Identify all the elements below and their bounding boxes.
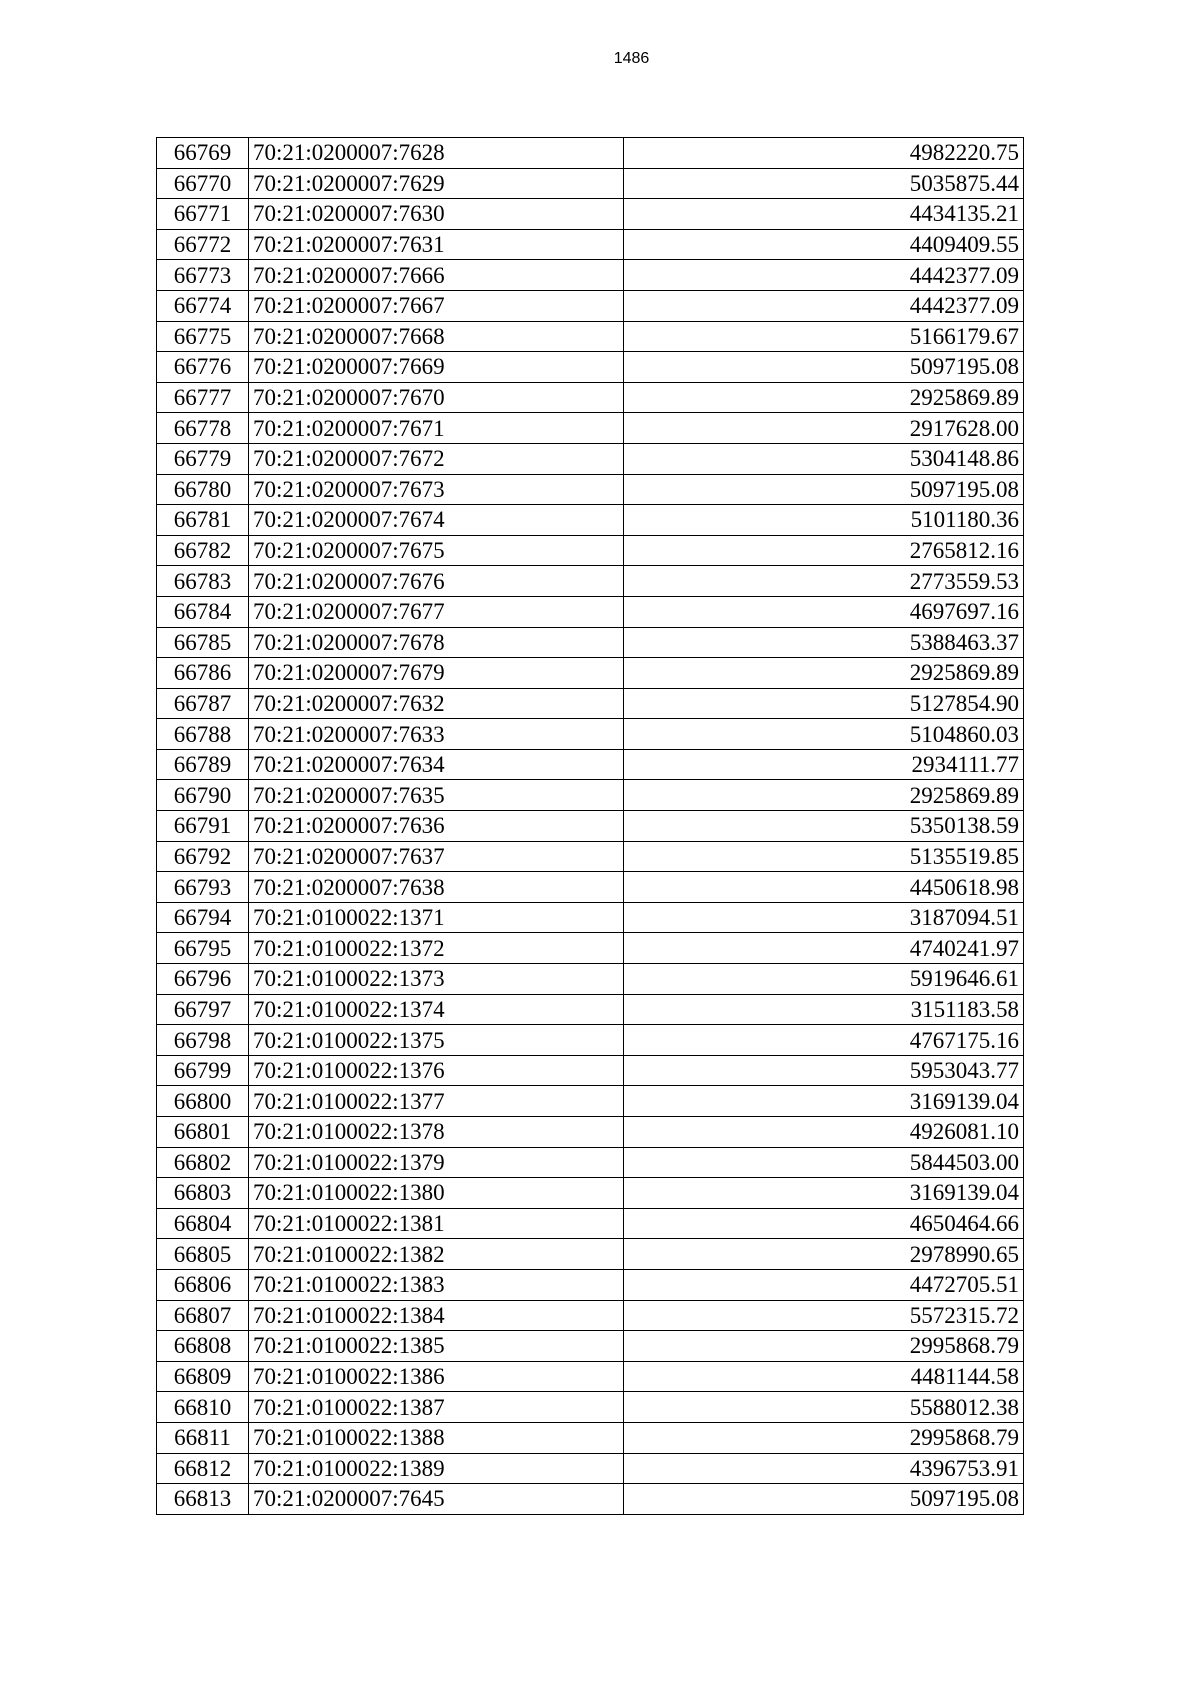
row-number-cell: 66804 bbox=[157, 1208, 249, 1239]
table-row bbox=[157, 1484, 1024, 1515]
row-number-cell: 66782 bbox=[157, 535, 249, 566]
cadastral-number-cell: 70:21:0200007:7635 bbox=[249, 780, 624, 811]
row-number-cell: 66811 bbox=[157, 1422, 249, 1453]
cadastral-value-cell: 4650464.66 bbox=[624, 1208, 1024, 1239]
cadastral-value-cell: 2917628.00 bbox=[624, 413, 1024, 444]
table-row bbox=[157, 596, 1024, 627]
table-row bbox=[157, 260, 1024, 291]
cadastral-value-cell: 4396753.91 bbox=[624, 1453, 1024, 1484]
cadastral-number-cell: 70:21:0200007:7632 bbox=[249, 688, 624, 719]
table-row bbox=[157, 933, 1024, 964]
table-row bbox=[157, 168, 1024, 199]
cadastral-number-cell: 70:21:0100022:1381 bbox=[249, 1208, 624, 1239]
cadastral-value-cell: 5919646.61 bbox=[624, 964, 1024, 995]
cadastral-value-cell: 4450618.98 bbox=[624, 872, 1024, 903]
row-number-cell: 66775 bbox=[157, 321, 249, 352]
row-number-cell: 66780 bbox=[157, 474, 249, 505]
table-row bbox=[157, 1422, 1024, 1453]
table-row bbox=[157, 994, 1024, 1025]
row-number-cell: 66800 bbox=[157, 1086, 249, 1117]
row-number-cell: 66799 bbox=[157, 1055, 249, 1086]
table-row bbox=[157, 1269, 1024, 1300]
cadastral-number-cell: 70:21:0200007:7637 bbox=[249, 841, 624, 872]
cadastral-number-cell: 70:21:0200007:7673 bbox=[249, 474, 624, 505]
row-number-cell: 66779 bbox=[157, 443, 249, 474]
cadastral-number-cell: 70:21:0100022:1380 bbox=[249, 1178, 624, 1209]
row-number-cell: 66793 bbox=[157, 872, 249, 903]
cadastral-value-cell: 5953043.77 bbox=[624, 1055, 1024, 1086]
row-number-cell: 66795 bbox=[157, 933, 249, 964]
row-number-cell: 66810 bbox=[157, 1392, 249, 1423]
table-row bbox=[157, 1055, 1024, 1086]
table-row bbox=[157, 1300, 1024, 1331]
cadastral-number-cell: 70:21:0100022:1373 bbox=[249, 964, 624, 995]
cadastral-value-cell: 4926081.10 bbox=[624, 1117, 1024, 1148]
row-number-cell: 66803 bbox=[157, 1178, 249, 1209]
table-row bbox=[157, 1239, 1024, 1270]
table-row bbox=[157, 443, 1024, 474]
cadastral-number-cell: 70:21:0200007:7645 bbox=[249, 1484, 624, 1515]
table-row bbox=[157, 321, 1024, 352]
cadastral-value-cell: 5388463.37 bbox=[624, 627, 1024, 658]
cadastral-number-cell: 70:21:0200007:7636 bbox=[249, 811, 624, 842]
cadastral-number-cell: 70:21:0100022:1379 bbox=[249, 1147, 624, 1178]
cadastral-number-cell: 70:21:0100022:1378 bbox=[249, 1117, 624, 1148]
cadastral-number-cell: 70:21:0200007:7667 bbox=[249, 290, 624, 321]
cadastral-value-cell: 2925869.89 bbox=[624, 658, 1024, 689]
cadastral-number-cell: 70:21:0100022:1385 bbox=[249, 1331, 624, 1362]
cadastral-value-cell: 2925869.89 bbox=[624, 382, 1024, 413]
row-number-cell: 66802 bbox=[157, 1147, 249, 1178]
cadastral-value-cell: 5588012.38 bbox=[624, 1392, 1024, 1423]
row-number-cell: 66812 bbox=[157, 1453, 249, 1484]
cadastral-value-cell: 5101180.36 bbox=[624, 505, 1024, 536]
table-row bbox=[157, 1453, 1024, 1484]
cadastral-value-cell: 5304148.86 bbox=[624, 443, 1024, 474]
cadastral-value-cell: 4409409.55 bbox=[624, 229, 1024, 260]
cadastral-number-cell: 70:21:0200007:7677 bbox=[249, 596, 624, 627]
row-number-cell: 66805 bbox=[157, 1239, 249, 1270]
cadastral-number-cell: 70:21:0100022:1377 bbox=[249, 1086, 624, 1117]
cadastral-value-cell: 5097195.08 bbox=[624, 1484, 1024, 1515]
cadastral-number-cell: 70:21:0200007:7675 bbox=[249, 535, 624, 566]
cadastral-number-cell: 70:21:0100022:1371 bbox=[249, 902, 624, 933]
cadastral-value-cell: 2934111.77 bbox=[624, 749, 1024, 780]
table-row bbox=[157, 290, 1024, 321]
row-number-cell: 66784 bbox=[157, 596, 249, 627]
cadastral-value-cell: 4697697.16 bbox=[624, 596, 1024, 627]
cadastral-number-cell: 70:21:0200007:7634 bbox=[249, 749, 624, 780]
table-row bbox=[157, 749, 1024, 780]
row-number-cell: 66792 bbox=[157, 841, 249, 872]
cadastral-value-table bbox=[156, 137, 1024, 1515]
cadastral-value-cell: 5844503.00 bbox=[624, 1147, 1024, 1178]
row-number-cell: 66776 bbox=[157, 352, 249, 383]
table-row bbox=[157, 1147, 1024, 1178]
row-number-cell: 66773 bbox=[157, 260, 249, 291]
cadastral-value-cell: 5572315.72 bbox=[624, 1300, 1024, 1331]
table-row bbox=[157, 1117, 1024, 1148]
cadastral-value-cell: 4442377.09 bbox=[624, 260, 1024, 291]
table-row bbox=[157, 1208, 1024, 1239]
cadastral-number-cell: 70:21:0200007:7638 bbox=[249, 872, 624, 903]
row-number-cell: 66781 bbox=[157, 505, 249, 536]
table-row bbox=[157, 841, 1024, 872]
cadastral-value-cell: 4472705.51 bbox=[624, 1269, 1024, 1300]
cadastral-number-cell: 70:21:0200007:7679 bbox=[249, 658, 624, 689]
row-number-cell: 66801 bbox=[157, 1117, 249, 1148]
cadastral-value-cell: 5127854.90 bbox=[624, 688, 1024, 719]
row-number-cell: 66786 bbox=[157, 658, 249, 689]
page-number: 1486 bbox=[613, 50, 650, 67]
table-row bbox=[157, 1392, 1024, 1423]
row-number-cell: 66796 bbox=[157, 964, 249, 995]
cadastral-number-cell: 70:21:0200007:7669 bbox=[249, 352, 624, 383]
row-number-cell: 66787 bbox=[157, 688, 249, 719]
cadastral-number-cell: 70:21:0100022:1387 bbox=[249, 1392, 624, 1423]
row-number-cell: 66790 bbox=[157, 780, 249, 811]
cadastral-number-cell: 70:21:0200007:7674 bbox=[249, 505, 624, 536]
cadastral-number-cell: 70:21:0200007:7630 bbox=[249, 199, 624, 230]
table-row bbox=[157, 352, 1024, 383]
row-number-cell: 66778 bbox=[157, 413, 249, 444]
cadastral-number-cell: 70:21:0100022:1376 bbox=[249, 1055, 624, 1086]
table-row bbox=[157, 627, 1024, 658]
cadastral-number-cell: 70:21:0100022:1388 bbox=[249, 1422, 624, 1453]
row-number-cell: 66791 bbox=[157, 811, 249, 842]
table-row bbox=[157, 505, 1024, 536]
cadastral-number-cell: 70:21:0100022:1384 bbox=[249, 1300, 624, 1331]
table-row bbox=[157, 474, 1024, 505]
cadastral-value-cell: 5104860.03 bbox=[624, 719, 1024, 750]
cadastral-value-cell: 5097195.08 bbox=[624, 474, 1024, 505]
cadastral-value-cell: 3187094.51 bbox=[624, 902, 1024, 933]
cadastral-value-cell: 5035875.44 bbox=[624, 168, 1024, 199]
row-number-cell: 66807 bbox=[157, 1300, 249, 1331]
cadastral-value-cell: 2925869.89 bbox=[624, 780, 1024, 811]
cadastral-number-cell: 70:21:0100022:1372 bbox=[249, 933, 624, 964]
cadastral-value-cell: 4442377.09 bbox=[624, 290, 1024, 321]
table-row bbox=[157, 1361, 1024, 1392]
cadastral-value-cell: 2978990.65 bbox=[624, 1239, 1024, 1270]
table-row bbox=[157, 811, 1024, 842]
row-number-cell: 66797 bbox=[157, 994, 249, 1025]
row-number-cell: 66770 bbox=[157, 168, 249, 199]
row-number-cell: 66806 bbox=[157, 1269, 249, 1300]
cadastral-number-cell: 70:21:0100022:1375 bbox=[249, 1025, 624, 1056]
row-number-cell: 66785 bbox=[157, 627, 249, 658]
cadastral-number-cell: 70:21:0100022:1386 bbox=[249, 1361, 624, 1392]
row-number-cell: 66789 bbox=[157, 749, 249, 780]
cadastral-value-cell: 3151183.58 bbox=[624, 994, 1024, 1025]
cadastral-number-cell: 70:21:0200007:7628 bbox=[249, 138, 624, 169]
cadastral-value-cell: 2995868.79 bbox=[624, 1331, 1024, 1362]
cadastral-value-cell: 4740241.97 bbox=[624, 933, 1024, 964]
row-number-cell: 66813 bbox=[157, 1484, 249, 1515]
cadastral-number-cell: 70:21:0200007:7678 bbox=[249, 627, 624, 658]
table-row bbox=[157, 688, 1024, 719]
cadastral-value-cell: 5135519.85 bbox=[624, 841, 1024, 872]
row-number-cell: 66809 bbox=[157, 1361, 249, 1392]
cadastral-value-cell: 5350138.59 bbox=[624, 811, 1024, 842]
cadastral-value-cell: 4982220.75 bbox=[624, 138, 1024, 169]
cadastral-value-cell: 5097195.08 bbox=[624, 352, 1024, 383]
row-number-cell: 66772 bbox=[157, 229, 249, 260]
row-number-cell: 66769 bbox=[157, 138, 249, 169]
table-row bbox=[157, 413, 1024, 444]
cadastral-number-cell: 70:21:0200007:7671 bbox=[249, 413, 624, 444]
row-number-cell: 66788 bbox=[157, 719, 249, 750]
row-number-cell: 66794 bbox=[157, 902, 249, 933]
cadastral-number-cell: 70:21:0100022:1383 bbox=[249, 1269, 624, 1300]
table-row bbox=[157, 719, 1024, 750]
cadastral-number-cell: 70:21:0200007:7633 bbox=[249, 719, 624, 750]
cadastral-number-cell: 70:21:0200007:7629 bbox=[249, 168, 624, 199]
cadastral-number-cell: 70:21:0200007:7676 bbox=[249, 566, 624, 597]
cadastral-number-cell: 70:21:0100022:1374 bbox=[249, 994, 624, 1025]
row-number-cell: 66771 bbox=[157, 199, 249, 230]
cadastral-number-cell: 70:21:0200007:7631 bbox=[249, 229, 624, 260]
row-number-cell: 66798 bbox=[157, 1025, 249, 1056]
row-number-cell: 66783 bbox=[157, 566, 249, 597]
table-row bbox=[157, 535, 1024, 566]
row-number-cell: 66808 bbox=[157, 1331, 249, 1362]
cadastral-value-cell: 4434135.21 bbox=[624, 199, 1024, 230]
table-row bbox=[157, 229, 1024, 260]
table-row bbox=[157, 780, 1024, 811]
table-row bbox=[157, 902, 1024, 933]
table-row bbox=[157, 382, 1024, 413]
table-row bbox=[157, 1331, 1024, 1362]
cadastral-number-cell: 70:21:0100022:1382 bbox=[249, 1239, 624, 1270]
table-row bbox=[157, 199, 1024, 230]
table-row bbox=[157, 872, 1024, 903]
cadastral-number-cell: 70:21:0200007:7668 bbox=[249, 321, 624, 352]
cadastral-value-cell: 2773559.53 bbox=[624, 566, 1024, 597]
cadastral-number-cell: 70:21:0100022:1389 bbox=[249, 1453, 624, 1484]
cadastral-value-cell: 4767175.16 bbox=[624, 1025, 1024, 1056]
table-row bbox=[157, 138, 1024, 169]
cadastral-number-cell: 70:21:0200007:7670 bbox=[249, 382, 624, 413]
table-body bbox=[157, 138, 1024, 1515]
table-row bbox=[157, 658, 1024, 689]
cadastral-value-cell: 2995868.79 bbox=[624, 1422, 1024, 1453]
table-row bbox=[157, 1025, 1024, 1056]
cadastral-number-cell: 70:21:0200007:7666 bbox=[249, 260, 624, 291]
cadastral-value-cell: 3169139.04 bbox=[624, 1178, 1024, 1209]
row-number-cell: 66774 bbox=[157, 290, 249, 321]
cadastral-value-cell: 4481144.58 bbox=[624, 1361, 1024, 1392]
table-row bbox=[157, 1086, 1024, 1117]
cadastral-value-cell: 5166179.67 bbox=[624, 321, 1024, 352]
table-row bbox=[157, 566, 1024, 597]
table-row bbox=[157, 1178, 1024, 1209]
table-row bbox=[157, 964, 1024, 995]
cadastral-value-cell: 3169139.04 bbox=[624, 1086, 1024, 1117]
cadastral-value-cell: 2765812.16 bbox=[624, 535, 1024, 566]
row-number-cell: 66777 bbox=[157, 382, 249, 413]
cadastral-number-cell: 70:21:0200007:7672 bbox=[249, 443, 624, 474]
